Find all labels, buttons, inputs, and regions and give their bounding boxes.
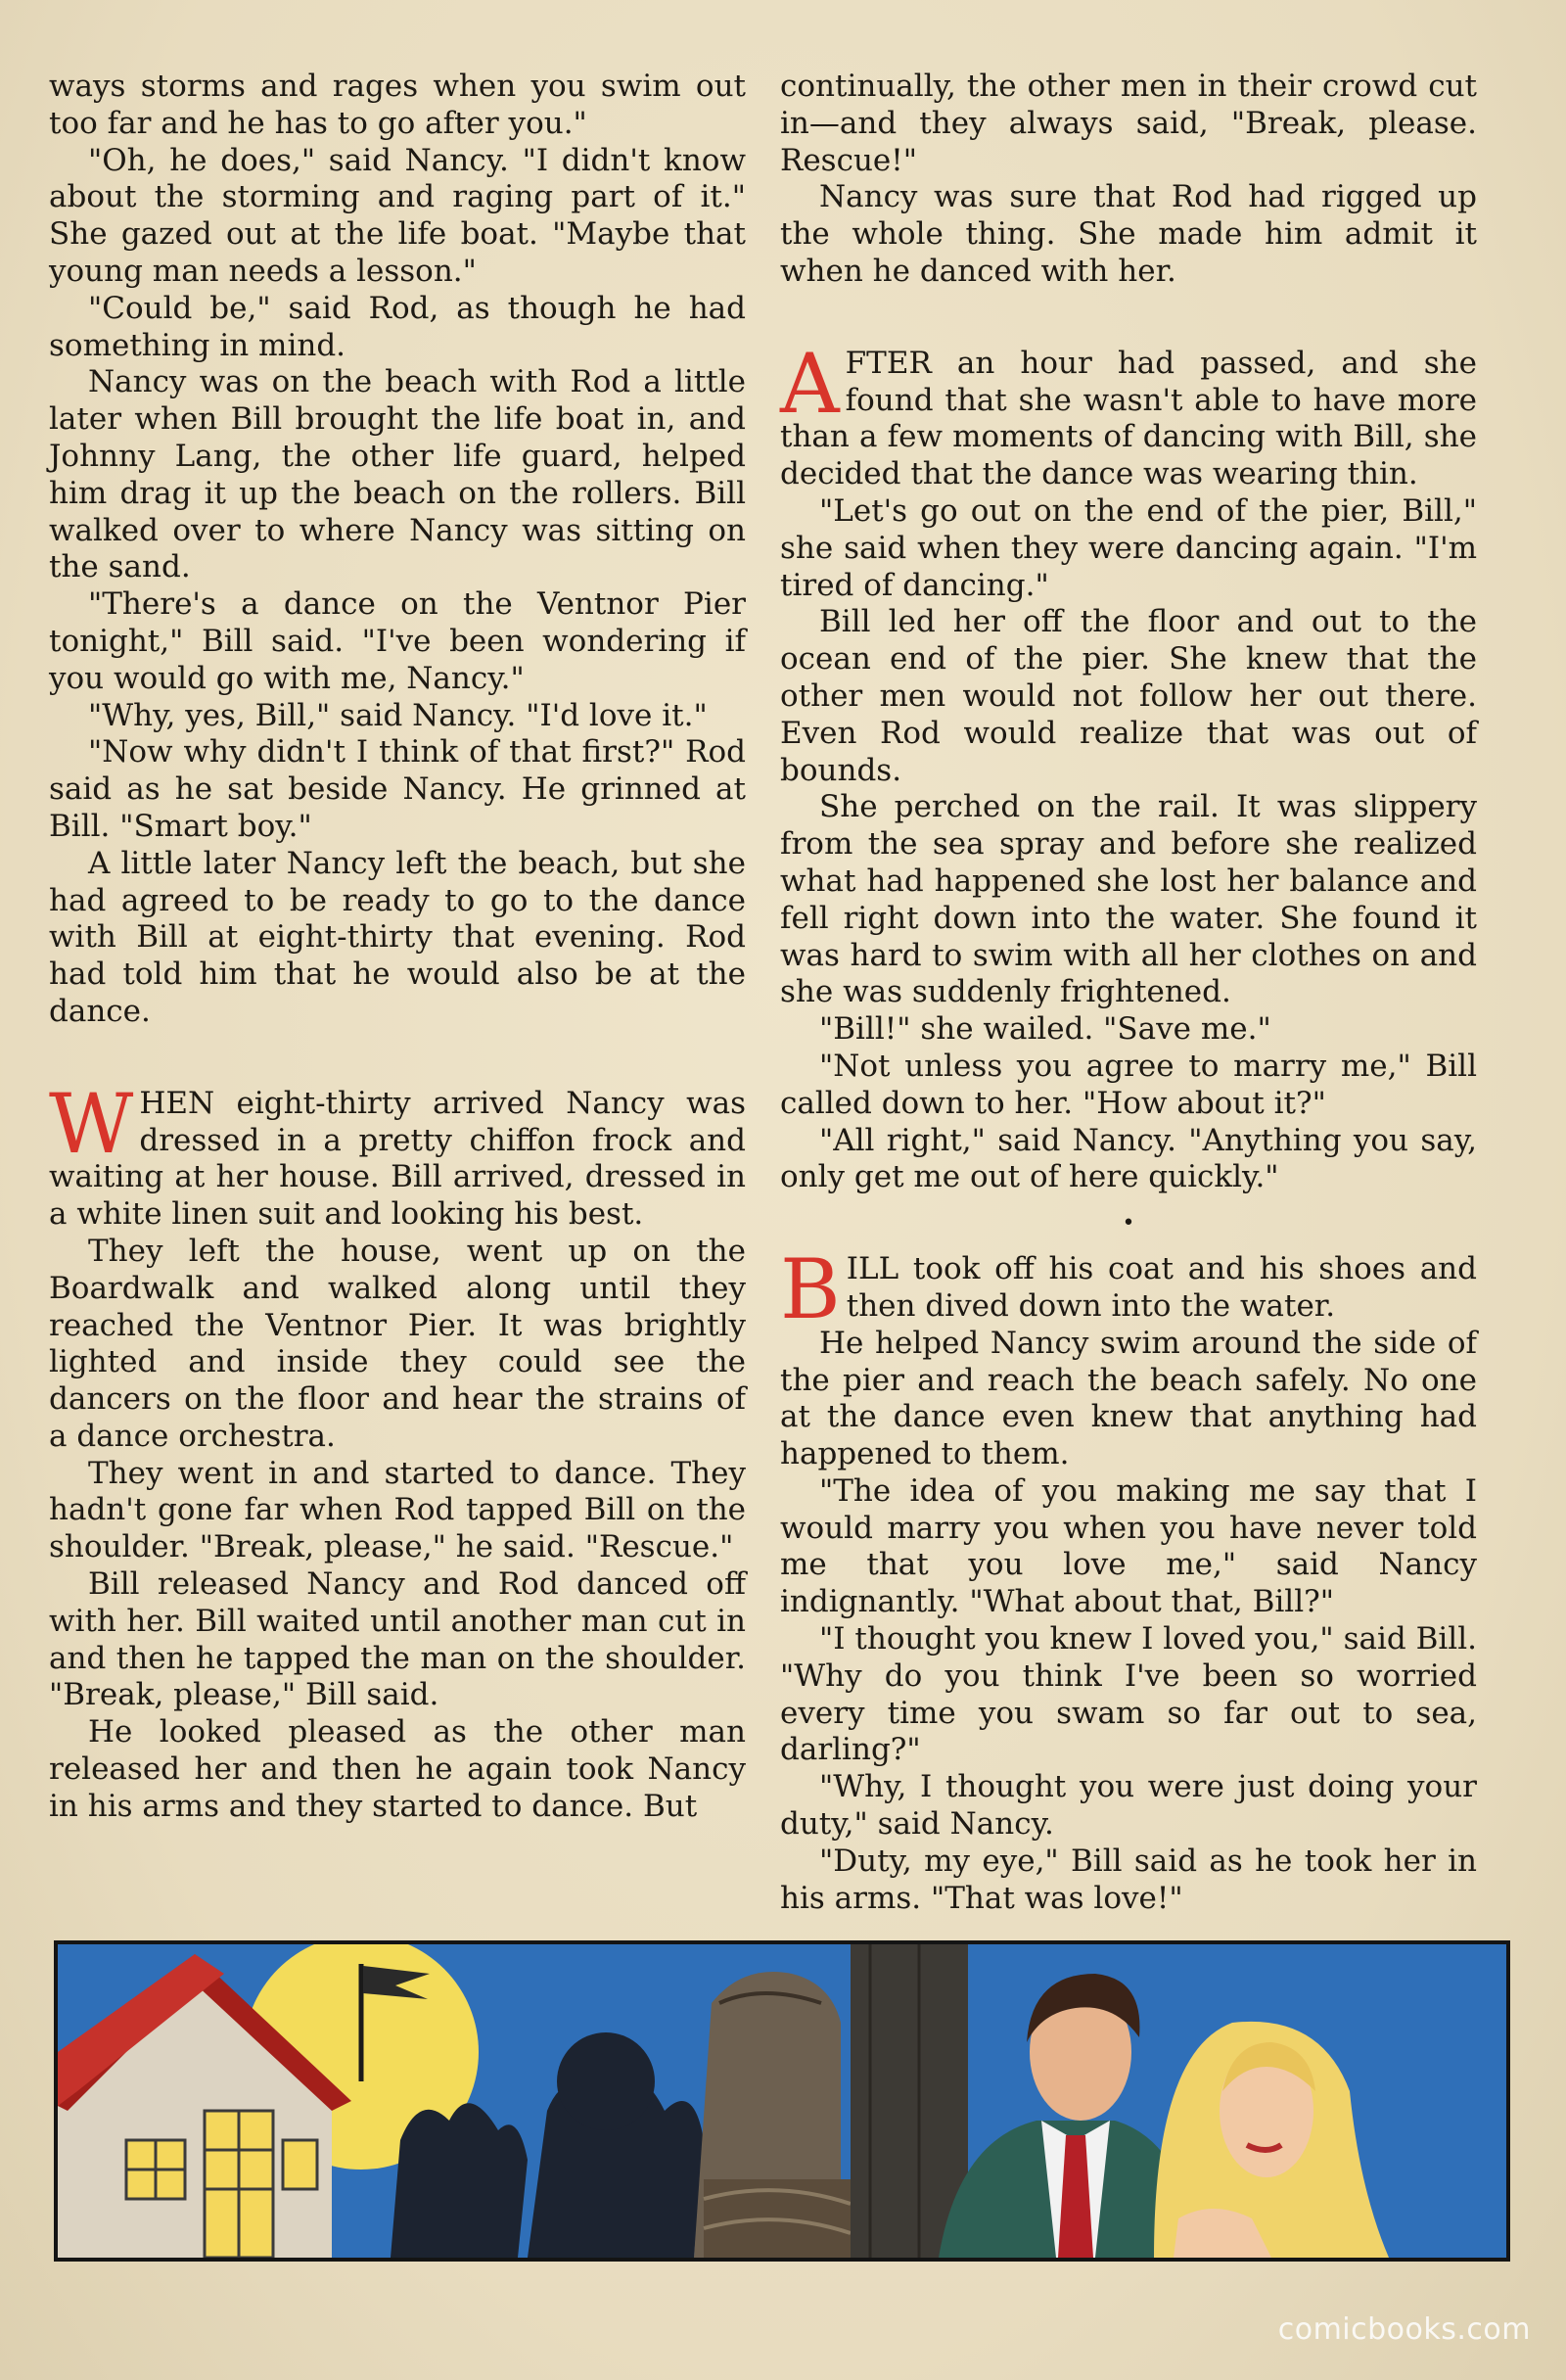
paragraph-text: HEN eight-thirty arrived Nancy was dressed in a pretty chiffon frock and waiting at her house. Bill arrived, dressed in a white linen suit and looking his best. xyxy=(49,1085,746,1233)
paragraph: Bill led her off the floor and out to the ocean end of the pier. She knew that the other men would not follow her out there. Even Rod would realize that was out of bounds. xyxy=(780,604,1477,788)
drop-cap-letter: A xyxy=(780,335,840,432)
paragraph: She perched on the rail. It was slippery from the sea spray and before she realized what had happened she lost her balance and fell right down into the water. She found it was hard to swim with all her clothes on and she was suddenly frightened. xyxy=(780,789,1477,1010)
paragraph: "All right," said Nancy. "Anything you say, only get me out of here quickly." xyxy=(780,1122,1477,1195)
section-break xyxy=(780,291,1477,346)
paragraph: A little later Nancy left the beach, but she had agreed to be ready to go to the dance with Bill at eight-thirty that evening. Rod had told him that he would also be at the dance. xyxy=(49,845,746,1029)
paragraph: They left the house, went up on the Boardwalk and walked along until they reached the Ventnor Pier. It was brightly lighted and inside they could see the dancers on the floor and hear the strains of a dance orchestra. xyxy=(49,1233,746,1454)
paragraph: "Oh, he does," said Nancy. "I didn't know about the storming and raging part of it." She gazed out at the life boat. "Maybe that young man needs a lesson." xyxy=(49,142,746,289)
right-text-column xyxy=(780,69,1477,1917)
section-separator-dot: • xyxy=(1122,1211,1135,1237)
paragraph: "Why, yes, Bill," said Nancy. "I'd love it." xyxy=(88,697,708,733)
drop-cap-letter: B xyxy=(780,1241,841,1338)
section-opening-paragraph xyxy=(780,335,1477,493)
paragraph: He looked pleased as the other man released her and then he again took Nancy in his arms and they started to dance. But xyxy=(49,1714,746,1824)
site-watermark: comicbooks.com xyxy=(1277,2312,1531,2347)
section-opening-paragraph xyxy=(780,1241,1477,1338)
paragraph: "There's a dance on the Ventnor Pier tonight," Bill said. "I've been wondering if you would go with me, Nancy." xyxy=(49,586,746,696)
paragraph: "Duty, my eye," Bill said as he took her in his arms. "That was love!" xyxy=(780,1843,1477,1916)
paragraph-text: FTER an hour had passed, and she found that she wasn't able to have more than a few moments of dancing with Bill, she decided that the dance was wearing thin. xyxy=(780,345,1477,492)
paragraph: "Bill!" she wailed. "Save me." xyxy=(819,1011,1271,1048)
section-opening-paragraph xyxy=(49,1075,746,1234)
paragraph: They went in and started to dance. They hadn't gone far when Rod tapped Bill on the shoulder. "Break, please," he said. "Rescue." xyxy=(49,1455,746,1565)
paragraph: He helped Nancy swim around the side of the pier and reach the beach safely. No one at the dance even knew that anything had happened to them. xyxy=(780,1325,1477,1472)
paragraph: "Let's go out on the end of the pier, Bill," she said when they were dancing again. "I'm tired of dancing." xyxy=(780,492,1477,603)
section-break xyxy=(49,1031,746,1086)
paragraph: continually, the other men in their crowd cut in—and they always said, "Break, please. Rescue!" xyxy=(780,69,1477,178)
paragraph-text: ILL took off his coat and his shoes and then dived down into the water. xyxy=(846,1251,1477,1324)
house-window xyxy=(283,2140,317,2189)
paragraph: ways storms and rages when you swim out too far and he has to go after you." xyxy=(49,69,746,141)
paragraph: "Why, I thought you were just doing your duty," said Nancy. xyxy=(780,1769,1477,1843)
paragraph: "Now why didn't I think of that first?" Rod said as he sat beside Nancy. He grinned at Bill. "Smart boy." xyxy=(49,734,746,844)
paragraph: "The idea of you making me say that I would marry you when you have never told me that you love me," said Nancy indignantly. "What about that, Bill?" xyxy=(780,1472,1477,1620)
left-text-column xyxy=(49,69,746,1826)
paragraph: "Not unless you agree to marry me," Bill called down to her. "How about it?" xyxy=(780,1048,1477,1121)
paragraph: "Could be," said Rod, as though he had something in mind. xyxy=(49,290,746,363)
paragraph: Nancy was sure that Rod had rigged up the whole thing. She made him admit it when he danced with her. xyxy=(780,179,1477,289)
paragraph: Bill released Nancy and Rod danced off with her. Bill waited until another man cut in and then he tapped the man on the shoulder. "Break, please," Bill said. xyxy=(49,1566,746,1713)
illustration-panel xyxy=(54,1940,1510,2262)
drop-cap-letter: W xyxy=(49,1075,134,1172)
paragraph: Nancy was on the beach with Rod a little later when Bill brought the life boat in, and Johnny Lang, the other life guard, helped him drag it up the beach on the rollers. Bill walked over to where Nancy was sitting on the sand. xyxy=(49,364,746,585)
night-scene-illustration xyxy=(58,1944,1506,2258)
paragraph: "I thought you knew I loved you," said Bill. "Why do you think I've been so worried every time you swam so far out to sea, darling?" xyxy=(780,1621,1477,1768)
